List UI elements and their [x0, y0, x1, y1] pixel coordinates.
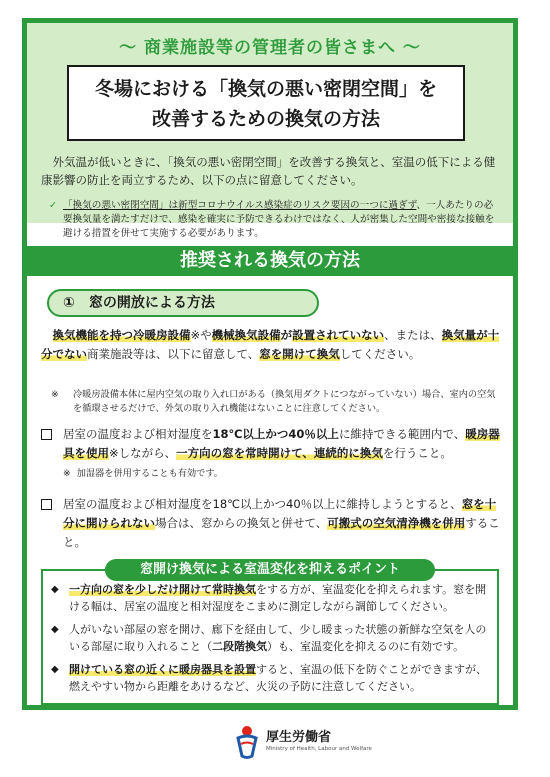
- check1-text-e: ※しながら、: [109, 446, 177, 460]
- checkbox-icon: [41, 499, 52, 510]
- body-text-10: してください。: [339, 347, 421, 361]
- check-item-2: [41, 495, 503, 552]
- point3-emph: 開けている窓の近くに暖房器具を設置: [69, 663, 256, 676]
- check-item-1: [41, 425, 503, 483]
- check1-emph-d: 暖房器具を使用: [63, 427, 500, 460]
- check2-emph-d: 可搬式の空気清浄機を併用: [327, 516, 466, 530]
- diamond-bullet-icon: ◆: [51, 584, 59, 595]
- green-frame: [22, 18, 518, 710]
- section-title: 推奨される換気の方法: [27, 246, 513, 276]
- equipment-note-text: 冷暖房設備本体に屋内空気の取り入れ口がある（換気用ダクトにつながっていない）場合、室内の空気を循環させるだけで、外気の取り入れ機能はないことに注意してください。: [73, 389, 496, 414]
- point-item-3: [51, 661, 497, 695]
- title-line-1: 冬場における「換気の悪い密閉空間」を: [94, 78, 437, 100]
- body-emph-9: 窓を開けて換気: [259, 347, 340, 361]
- asterisk-mark: ※: [51, 389, 59, 400]
- checkbox-icon: [41, 429, 52, 440]
- diamond-bullet-icon: ◆: [51, 664, 59, 675]
- body-text-4: が: [280, 328, 293, 342]
- point3-text: すると、室温の低下を防ぐことができますが、燃えやすい物から距離をあけるなど、火災の予防に注意してください。: [69, 663, 487, 693]
- body-text-6: 、または、: [384, 328, 442, 342]
- point-item-2: [51, 621, 497, 655]
- audience-heading: 〜 商業施設等の管理者の皆さまへ 〜: [119, 38, 421, 58]
- equipment-note: [51, 388, 501, 416]
- body-emph-1: 換気機能を持つ冷暖房設備: [52, 328, 191, 342]
- ministry-name: 厚生労働省: [266, 730, 332, 745]
- body-text-8: 商業施設等は、以下に留意して、: [87, 347, 260, 361]
- method-heading: [47, 289, 319, 317]
- check1-emph-f: 一方向の窓を常時開けて、連続的に換気: [176, 446, 383, 460]
- check2-text-a: 居室の温度および相対湿度を18℃以上かつ40％以上に維持しようとすると、: [63, 497, 462, 511]
- risk-note-rest: 、一人あたりの必要換気量を満たすだけで、感染を確実に予防できるわけではなく、人が密集した空間や密接な接触を避ける措置を併せて実施する必要があります。: [63, 200, 495, 239]
- check1-text-g: を行うこと。: [382, 446, 452, 460]
- point1-text: をする方が、室温変化を抑えられます。窓を開ける幅は、居室の温度と相対湿度をこまめに測定しながら調節してください。: [69, 583, 487, 613]
- title-line-2: 改善するための換気の方法: [151, 108, 380, 130]
- check-mark-icon: ✓: [49, 200, 58, 211]
- humidifier-note-mark: ※: [63, 468, 71, 479]
- body-emph-7: 換気量が十分でない: [41, 328, 500, 361]
- risk-note-underlined: 「換気の悪い密閉空間」は新型コロナウイルス感染症のリスク要因の一つに過ぎず: [63, 200, 417, 211]
- check2-text-e: すること。: [63, 516, 500, 549]
- ministry-footer: [232, 722, 372, 762]
- check1-emph-b: 18℃以上かつ40％以上: [212, 427, 339, 441]
- check2-emph-b: 窓を十分に開けられない: [63, 497, 497, 530]
- method-body: [41, 326, 503, 364]
- ministry-name-en: Ministry of Health, Labour and Welfare: [266, 746, 372, 752]
- point2-text-pre: 人がいない部屋の窓を開け、廊下を経由して、少し暖まった状態の新鮮な空気を人のいる部屋に取り入れること（: [69, 623, 487, 653]
- diamond-bullet-icon: ◆: [51, 624, 59, 635]
- body-emph-3: 機械換気設備: [211, 328, 281, 342]
- method-label: 窓の開放による方法: [88, 295, 215, 311]
- humidifier-note: [41, 464, 503, 483]
- point-item-1: [51, 581, 497, 615]
- point2-emph: 二段階換気: [212, 640, 267, 653]
- risk-note: [49, 199, 499, 241]
- body-emph-5: 設置されていない: [292, 328, 385, 342]
- method-number: ①: [63, 295, 75, 311]
- check2-text-c: 場合は、窓からの換気と併せて、: [155, 516, 328, 530]
- point2-text: ）も、室温変化を抑えるのに有効です。: [267, 640, 465, 653]
- intro-text: 外気温が低いときに、「換気の悪い密閉空間」を改善する換気と、室温の低下による健康影響の防止を両立するため、以下の点に留意してください。: [41, 155, 496, 187]
- points-heading: 窓開け換気による室温変化を抑えるポイント: [105, 559, 435, 581]
- humidifier-note-text: 加湿器を併用することも有効です。: [76, 468, 223, 479]
- body-text-2: ※や: [190, 328, 212, 342]
- check1-text-a: 居室の温度および相対湿度を: [63, 427, 213, 441]
- page-title: [67, 65, 465, 141]
- point1-emph: 一方向の窓を少しだけ開けて常時換気: [69, 583, 256, 596]
- check1-text-c: に維持できる範囲内で、: [338, 427, 466, 441]
- ministry-logo-icon: [232, 722, 262, 760]
- title-band: [27, 23, 513, 223]
